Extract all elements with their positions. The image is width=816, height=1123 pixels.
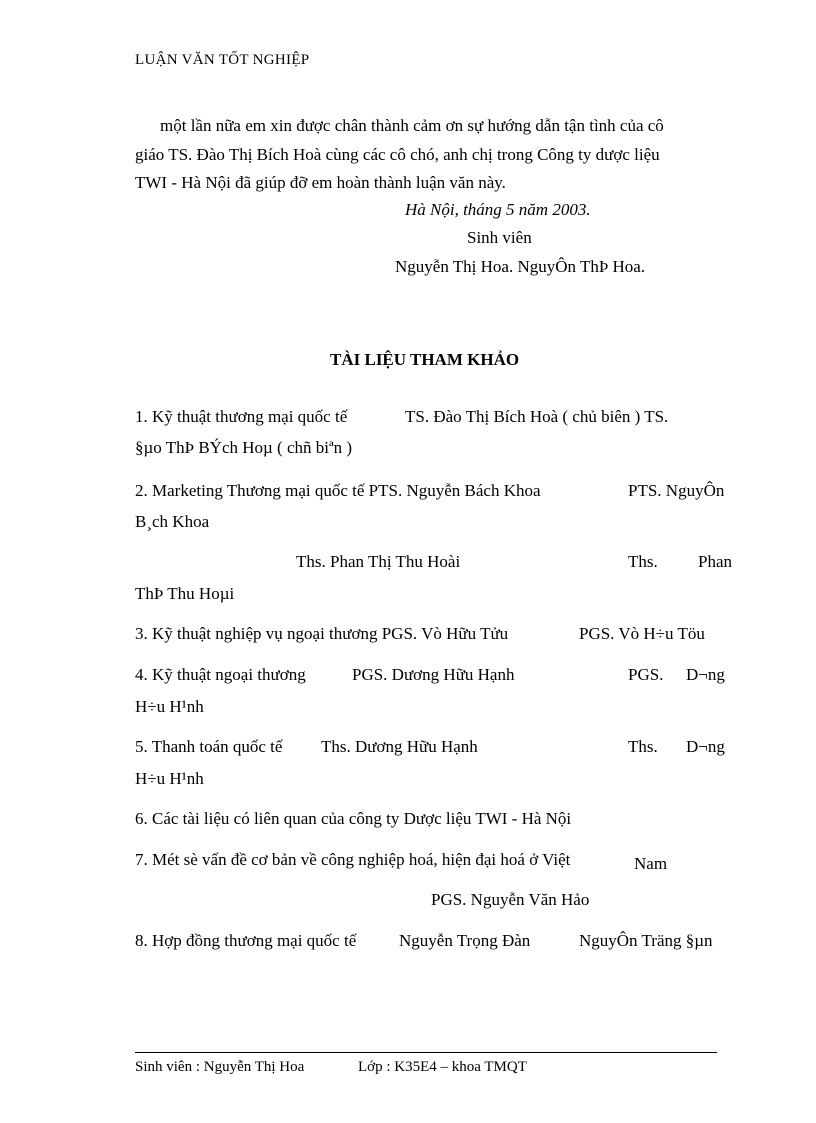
- ref-8-author2: NguyÔn Träng §µn: [579, 931, 713, 950]
- ref-7-nam: Nam: [634, 854, 668, 873]
- ref-4-author: PGS. Dương Hữu Hạnh: [352, 665, 515, 684]
- ref-2-title: 2. Marketing Thương mại quốc tế PTS. Nguyễn Bách Khoa: [135, 481, 541, 500]
- signature-name: Nguyễn Thị Hoa. NguyÔn ThÞ Hoa.: [395, 257, 646, 276]
- ref-5-cont: H÷u H¹nh: [135, 769, 204, 788]
- ref-5-title: 5. Thanh toán quốc tế: [135, 737, 283, 756]
- ref-8-title: 8. Hợp đồng thương mại quốc tế: [135, 931, 357, 950]
- thanks-line-3: TWI - Hà Nội đã giúp đỡ em hoàn thành luận văn này.: [135, 173, 506, 192]
- thanks-line-2: giáo TS. Đào Thị Bích Hoà cùng các cô chó, anh chị trong Công ty dược liệu: [135, 145, 660, 164]
- ref-1-cont: §µo ThÞ BÝch Hoµ ( chñ biªn ): [135, 438, 353, 457]
- ref-4-title: 4. Kỹ thuật ngoại thương: [135, 665, 306, 684]
- ref-5-author: Ths. Dương Hữu Hạnh: [321, 737, 478, 756]
- ref-3-title: 3. Kỹ thuật nghiệp vụ ngoại thương PGS. Vò Hữu Tửu: [135, 624, 509, 643]
- ref-1-title: 1. Kỹ thuật thương mại quốc tế: [135, 407, 348, 426]
- ref-4-cont: H÷u H¹nh: [135, 697, 204, 716]
- references-title: TÀI LIỆU THAM KHẢO: [330, 350, 520, 369]
- ref-2b-ths: Ths.: [628, 552, 658, 571]
- ref-4-dung: D¬ng: [686, 665, 725, 684]
- header-title: LUẬN VĂN TỐT NGHIỆP: [135, 52, 310, 68]
- ref-8-author: Nguyễn Trọng Đàn: [399, 931, 531, 950]
- ref-3-author: PGS. Vò H÷u Töu: [579, 624, 705, 643]
- ref-7-title: 7. Mét sè vấn đề cơ bản về công nghiệp hoá, hiện đại hoá ở Việt: [135, 850, 571, 869]
- footer-class: Lớp : K35E4 – khoa TMQT: [358, 1059, 527, 1075]
- ref-4-pgs: PGS.: [628, 665, 664, 684]
- signature-date: Hà Nội, tháng 5 năm 2003.: [405, 200, 591, 219]
- thanks-line-1: một lần nữa em xin được chân thành cảm ơn sự hướng dẫn tận tình của cô: [160, 116, 664, 135]
- ref-7-author: PGS. Nguyễn Văn Hảo: [431, 890, 590, 909]
- signature-role: Sinh viên: [467, 228, 532, 247]
- ref-2b-cont: ThÞ Thu Hoµi: [135, 584, 235, 603]
- ref-5-ths: Ths.: [628, 737, 658, 756]
- ref-6-title: 6. Các tài liệu có liên quan của công ty Dược liệu TWI - Hà Nội: [135, 809, 572, 828]
- footer-student: Sinh viên : Nguyễn Thị Hoa: [135, 1059, 305, 1075]
- footer-rule: [135, 1052, 717, 1053]
- ref-2b-phan: Phan: [698, 552, 732, 571]
- ref-2-cont: B¸ch Khoa: [135, 512, 210, 531]
- ref-1-author: TS. Đào Thị Bích Hoà ( chủ biên ) TS.: [405, 407, 669, 426]
- ref-5-dung: D¬ng: [686, 737, 725, 756]
- ref-2-author: PTS. NguyÔn: [628, 481, 725, 500]
- ref-2b-author: Ths. Phan Thị Thu Hoài: [296, 552, 461, 571]
